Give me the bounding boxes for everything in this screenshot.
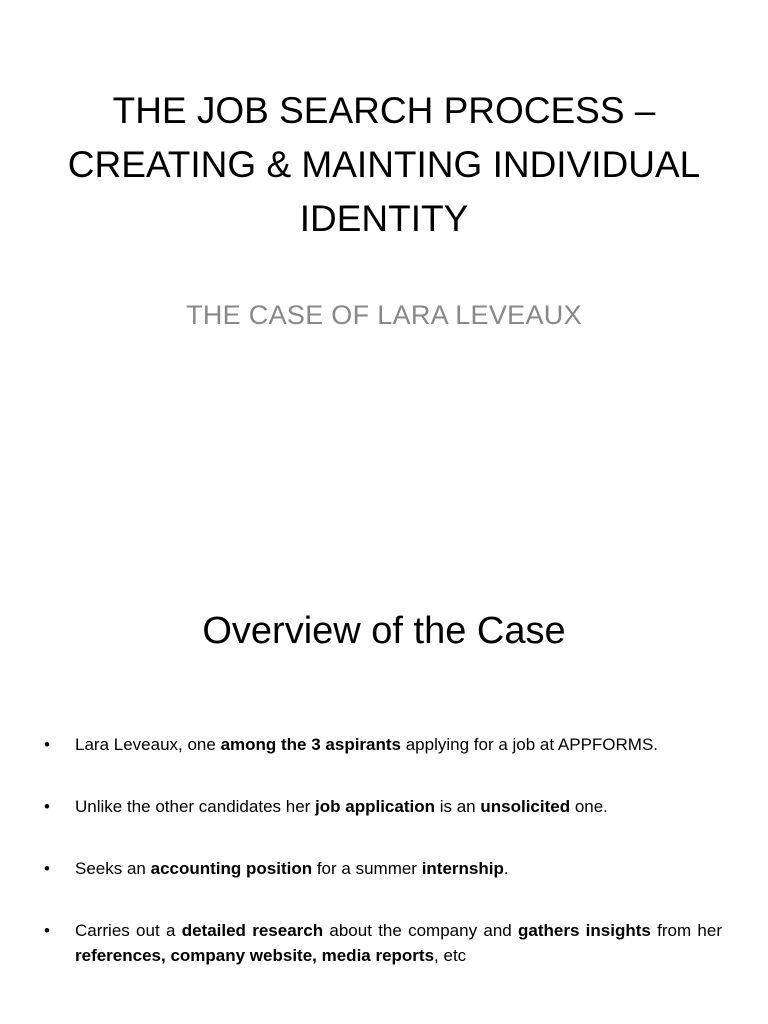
title-line: THE JOB SEARCH PROCESS – xyxy=(112,90,656,131)
bullet-item xyxy=(44,794,722,819)
title-line: IDENTITY xyxy=(299,198,469,239)
bullet-item xyxy=(44,732,722,757)
bullet-text-bold: references, company website, media reports xyxy=(75,946,435,965)
bullet-text: about the company and xyxy=(323,921,518,940)
bullet-item xyxy=(44,918,722,968)
bullet-text-bold: gathers insights xyxy=(518,921,651,940)
overview-heading: Overview of the Case xyxy=(202,610,566,652)
bullet-text-bold: among the 3 aspirants xyxy=(220,735,401,754)
bullet-marker: • xyxy=(44,797,50,816)
bullet-text: Carries out a xyxy=(75,921,182,940)
bullet-text-bold: job application xyxy=(315,797,435,816)
bullet-text: , etc xyxy=(434,946,467,965)
bullet-text: for a summer xyxy=(312,859,422,878)
bullet-marker: • xyxy=(44,735,50,754)
bullet-text: applying for a job at APPFORMS. xyxy=(401,735,659,754)
bullet-text: one. xyxy=(570,797,608,816)
bullet-text: . xyxy=(503,859,509,878)
bullet-text-bold: internship xyxy=(421,859,504,878)
bullet-text-bold: unsolicited xyxy=(480,797,571,816)
bullet-list xyxy=(44,732,722,1005)
bullet-item xyxy=(44,856,722,881)
bullet-text: Seeks an xyxy=(75,859,151,878)
bullet-text-bold: detailed research xyxy=(181,921,324,940)
bullet-marker: • xyxy=(44,859,50,878)
bullet-text: Unlike the other candidates her xyxy=(75,797,316,816)
slide-title xyxy=(20,84,748,246)
bullet-text: is an xyxy=(435,797,481,816)
bullet-text: Lara Leveaux, one xyxy=(75,735,221,754)
bullet-text-bold: accounting position xyxy=(150,859,313,878)
overview-slide xyxy=(0,512,768,1024)
title-line: CREATING & MAINTING INDIVIDUAL xyxy=(67,144,701,185)
slide-subtitle: THE CASE OF LARA LEVEAUX xyxy=(186,300,582,330)
bullet-text: from her xyxy=(650,921,722,940)
bullet-marker: • xyxy=(44,921,50,940)
